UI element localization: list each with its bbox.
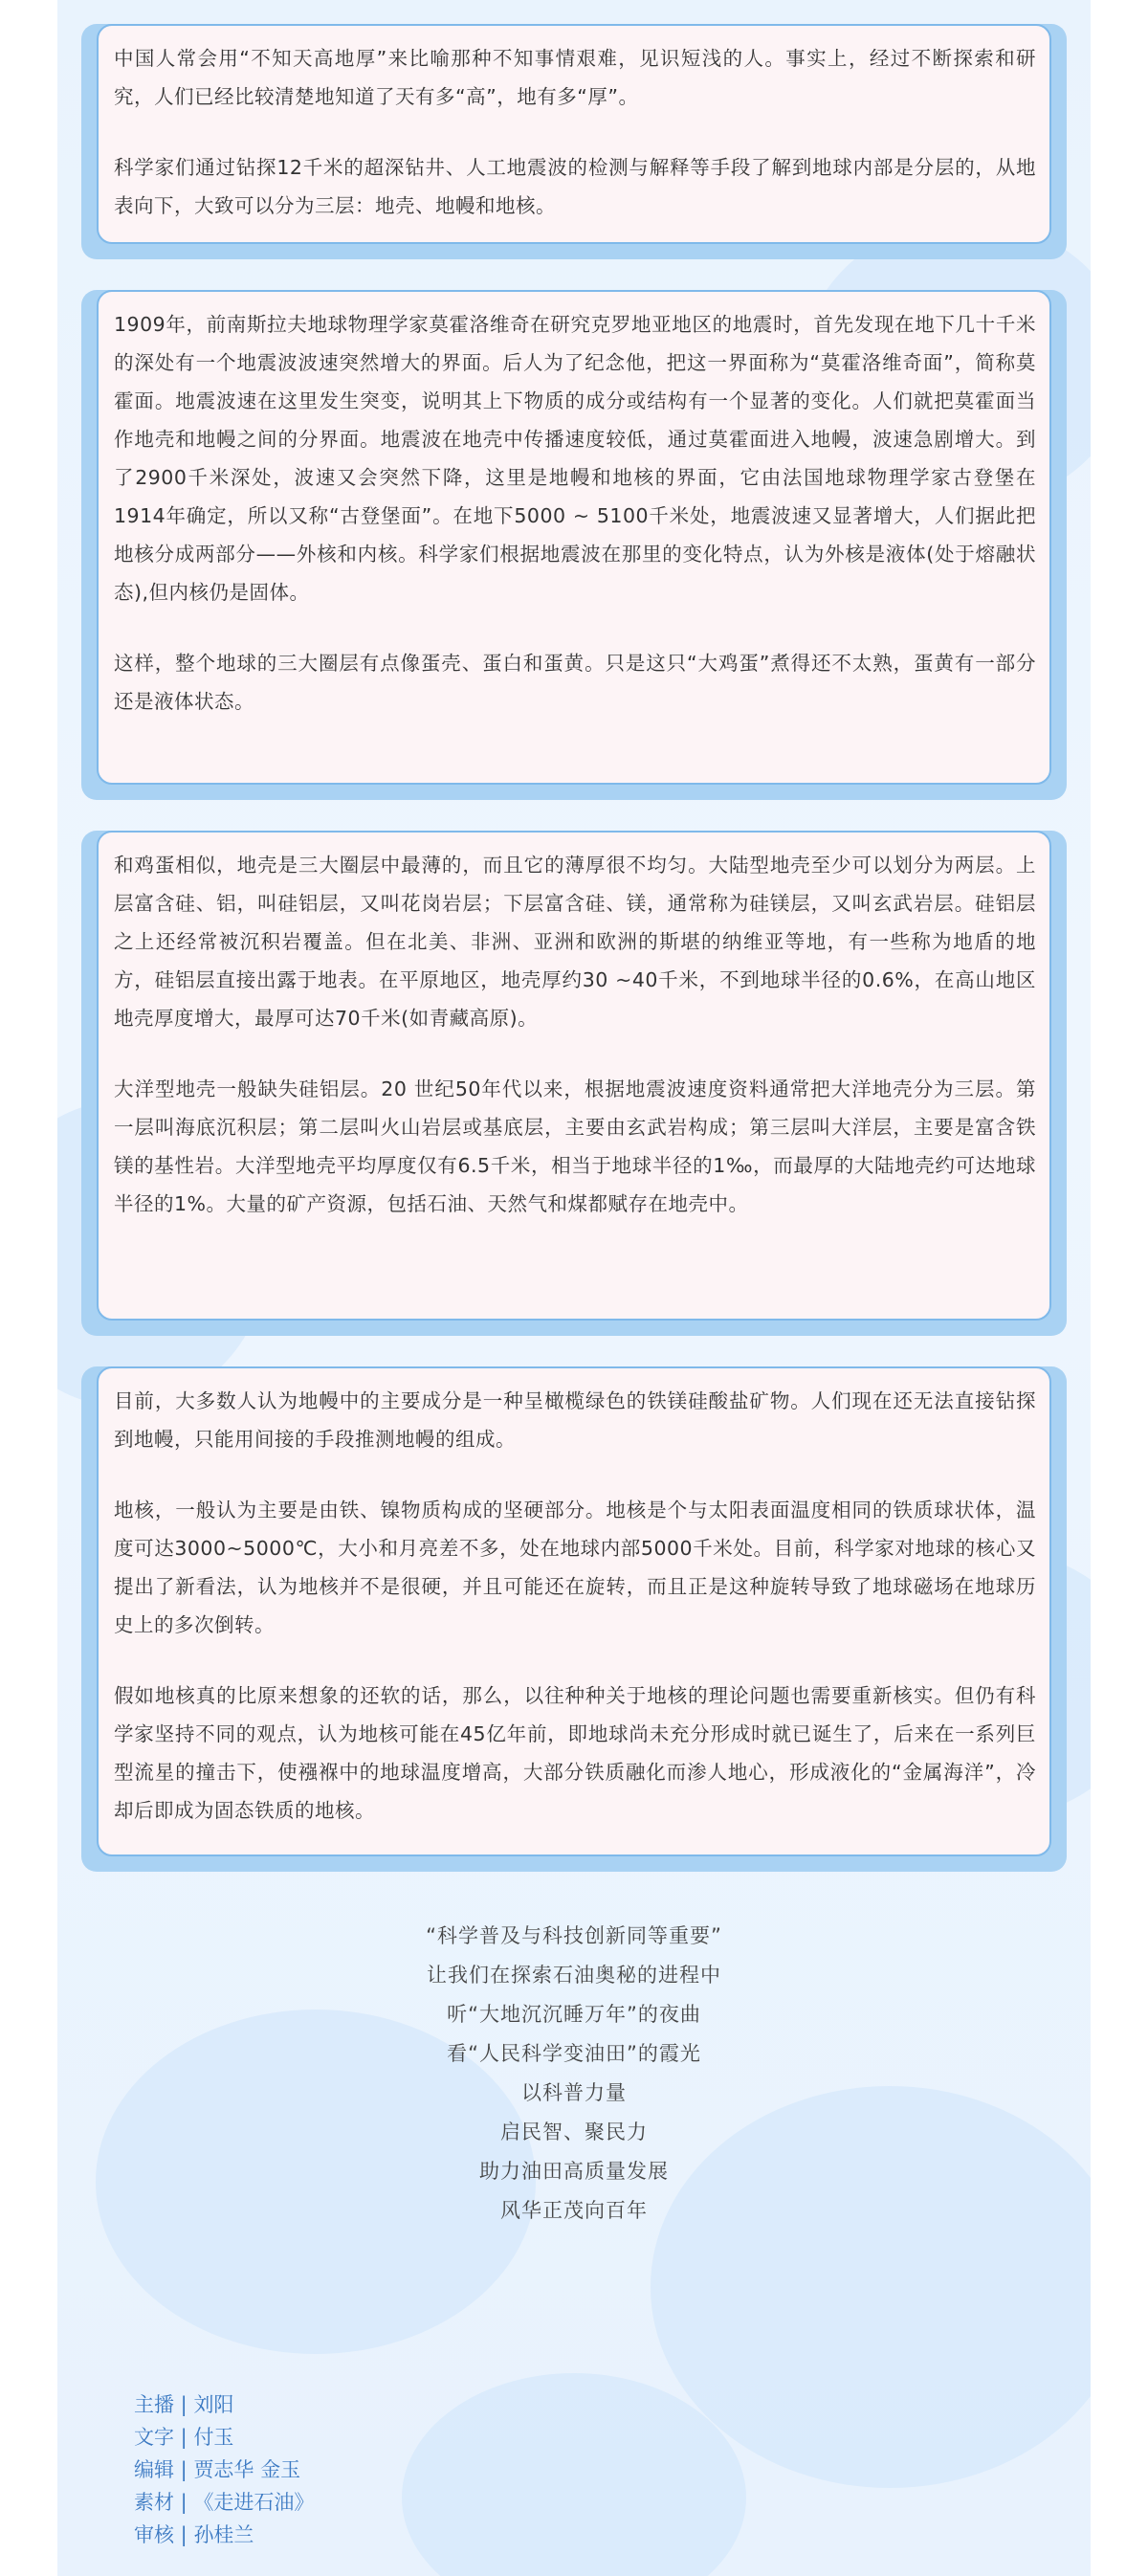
closing-line: 看“人民科学变油田”的霞光 [447,2042,701,2065]
credit-role: 编辑 [134,2458,174,2481]
closing-line: 助力油田高质量发展 [479,2160,669,2183]
paragraph: 地核，一般认为主要是由铁、镍物质构成的坚硬部分。地核是个与太阳表面温度相同的铁质球状体，温度可达3000~5000℃，大小和月亮差不多，处在地球内部5000千米处。目前，科学家对地球的核心又提出了新看法，认为地核并不是很硬，并且可能还在旋转，而且正是这种旋转导致了地球磁场在地球历史上的多次倒转。 [114,1499,1036,1636]
paragraph: 中国人常会用“不知天高地厚”来比喻那种不知事情艰难，见识短浅的人。事实上，经过不断探索和研究，人们已经比较清楚地知道了天有多“高”，地有多“厚”。 [114,47,1036,108]
text-card [81,290,1067,800]
card-body [97,24,1051,244]
credit-name: 孙桂兰 [193,2523,254,2546]
credit-name: 刘阳 [193,2393,234,2416]
closing-line: 风华正茂向百年 [500,2199,648,2222]
credit-role: 素材 [134,2491,174,2514]
closing-verse [57,1917,1091,2231]
credit-row: 素材 | 《走进石油》 [134,2491,315,2514]
paragraph: 目前，大多数人认为地幔中的主要成分是一种呈橄榄绿色的铁镁硅酸盐矿物。人们现在还无法直接钻探到地幔，只能用间接的手段推测地幔的组成。 [114,1389,1036,1451]
closing-line: “科学普及与科技创新同等重要” [426,1924,722,1947]
credit-name: 《走进石油》 [193,2491,315,2514]
text-card [81,1366,1067,1872]
text-card [81,24,1067,259]
closing-line: 启民智、聚民力 [500,2121,648,2143]
credit-role: 审核 [134,2523,174,2546]
paragraph: 科学家们通过钻探12千米的超深钻井、人工地震波的检测与解释等手段了解到地球内部是分层的，从地表向下，大致可以分为三层：地壳、地幔和地核。 [114,156,1036,217]
closing-line: 听“大地沉沉睡万年”的夜曲 [447,2003,701,2026]
paragraph: 大洋型地壳一般缺失硅铝层。20 世纪50年代以来，根据地震波速度资料通常把大洋地壳分为三层。第一层叫海底沉积层；第二层叫火山岩层或基底层，主要由玄武岩构成；第三层叫大洋层，主要是富含铁镁的基性岩。大洋型地壳平均厚度仅有6.5千米，相当于地球半径的1‰，而最厚的大陆地壳约可达地球半径的1%。大量的矿产资源，包括石油、天然气和煤都赋存在地壳中。 [114,1077,1036,1215]
card-body [97,290,1051,785]
credits [134,2388,314,2551]
paragraph: 1909年，前南斯拉夫地球物理学家莫霍洛维奇在研究克罗地亚地区的地震时，首先发现在地下几十千米的深处有一个地震波波速突然增大的界面。后人为了纪念他，把这一界面称为“莫霍洛维奇面”，简称莫霍面。地震波速在这里发生突变，说明其上下物质的成分或结构有一个显著的变化。人们就把莫霍面当作地壳和地幔之间的分界面。地震波在地壳中传播速度较低，通过莫霍面进入地幔，波速急剧增大。到了2900千米深处，波速又会突然下降，这里是地幔和地核的界面，它由法国地球物理学家古登堡在1914年确定，所以又称“古登堡面”。在地下5000 ~ 5100千米处，地震波速又显著增大，人们据此把地核分成两部分——外核和内核。科学家们根据地震波在那里的变化特点，认为外核是液体(处于熔融状态),但内核仍是固体。 [114,313,1036,604]
article-page [57,0,1091,2576]
credit-role: 主播 [134,2393,174,2416]
card-body [97,1366,1051,1856]
paragraph: 这样，整个地球的三大圈层有点像蛋壳、蛋白和蛋黄。只是这只“大鸡蛋”煮得还不太熟，蛋黄有一部分还是液体状态。 [114,652,1036,713]
credit-row: 主播 | 刘阳 [134,2393,234,2416]
closing-line: 以科普力量 [521,2081,627,2104]
credit-role: 文字 [134,2426,174,2449]
closing-line: 让我们在探索石油奥秘的进程中 [427,1964,721,1987]
paragraph: 和鸡蛋相似，地壳是三大圈层中最薄的，而且它的薄厚很不均匀。大陆型地壳至少可以划分为两层。上层富含硅、铝，叫硅铝层，又叫花岗岩层；下层富含硅、镁，通常称为硅镁层，又叫玄武岩层。硅铝层之上还经常被沉积岩覆盖。但在北美、非洲、亚洲和欧洲的斯堪的纳维亚等地，有一些称为地盾的地方，硅铝层直接出露于地表。在平原地区，地壳厚约30 ~40千米，不到地球半径的0.6%，在高山地区地壳厚度增大，最厚可达70千米(如青藏高原)。 [114,854,1036,1030]
credit-row: 文字 | 付玉 [134,2426,234,2449]
credit-row: 编辑 | 贾志华 金玉 [134,2458,301,2481]
card-body [97,831,1051,1321]
credit-row: 审核 | 孙桂兰 [134,2523,254,2546]
text-card [81,831,1067,1336]
credit-name: 贾志华 金玉 [193,2458,301,2481]
credit-name: 付玉 [193,2426,234,2449]
paragraph: 假如地核真的比原来想象的还软的话，那么，以往种种关于地核的理论问题也需要重新核实。但仍有科学家坚持不同的观点，认为地核可能在45亿年前，即地球尚未充分形成时就已诞生了，后来在一系列巨型流星的撞击下，使襁褓中的地球温度增高，大部分铁质融化而渗人地心，形成液化的“金属海洋”，冷却后即成为固态铁质的地核。 [114,1684,1036,1822]
